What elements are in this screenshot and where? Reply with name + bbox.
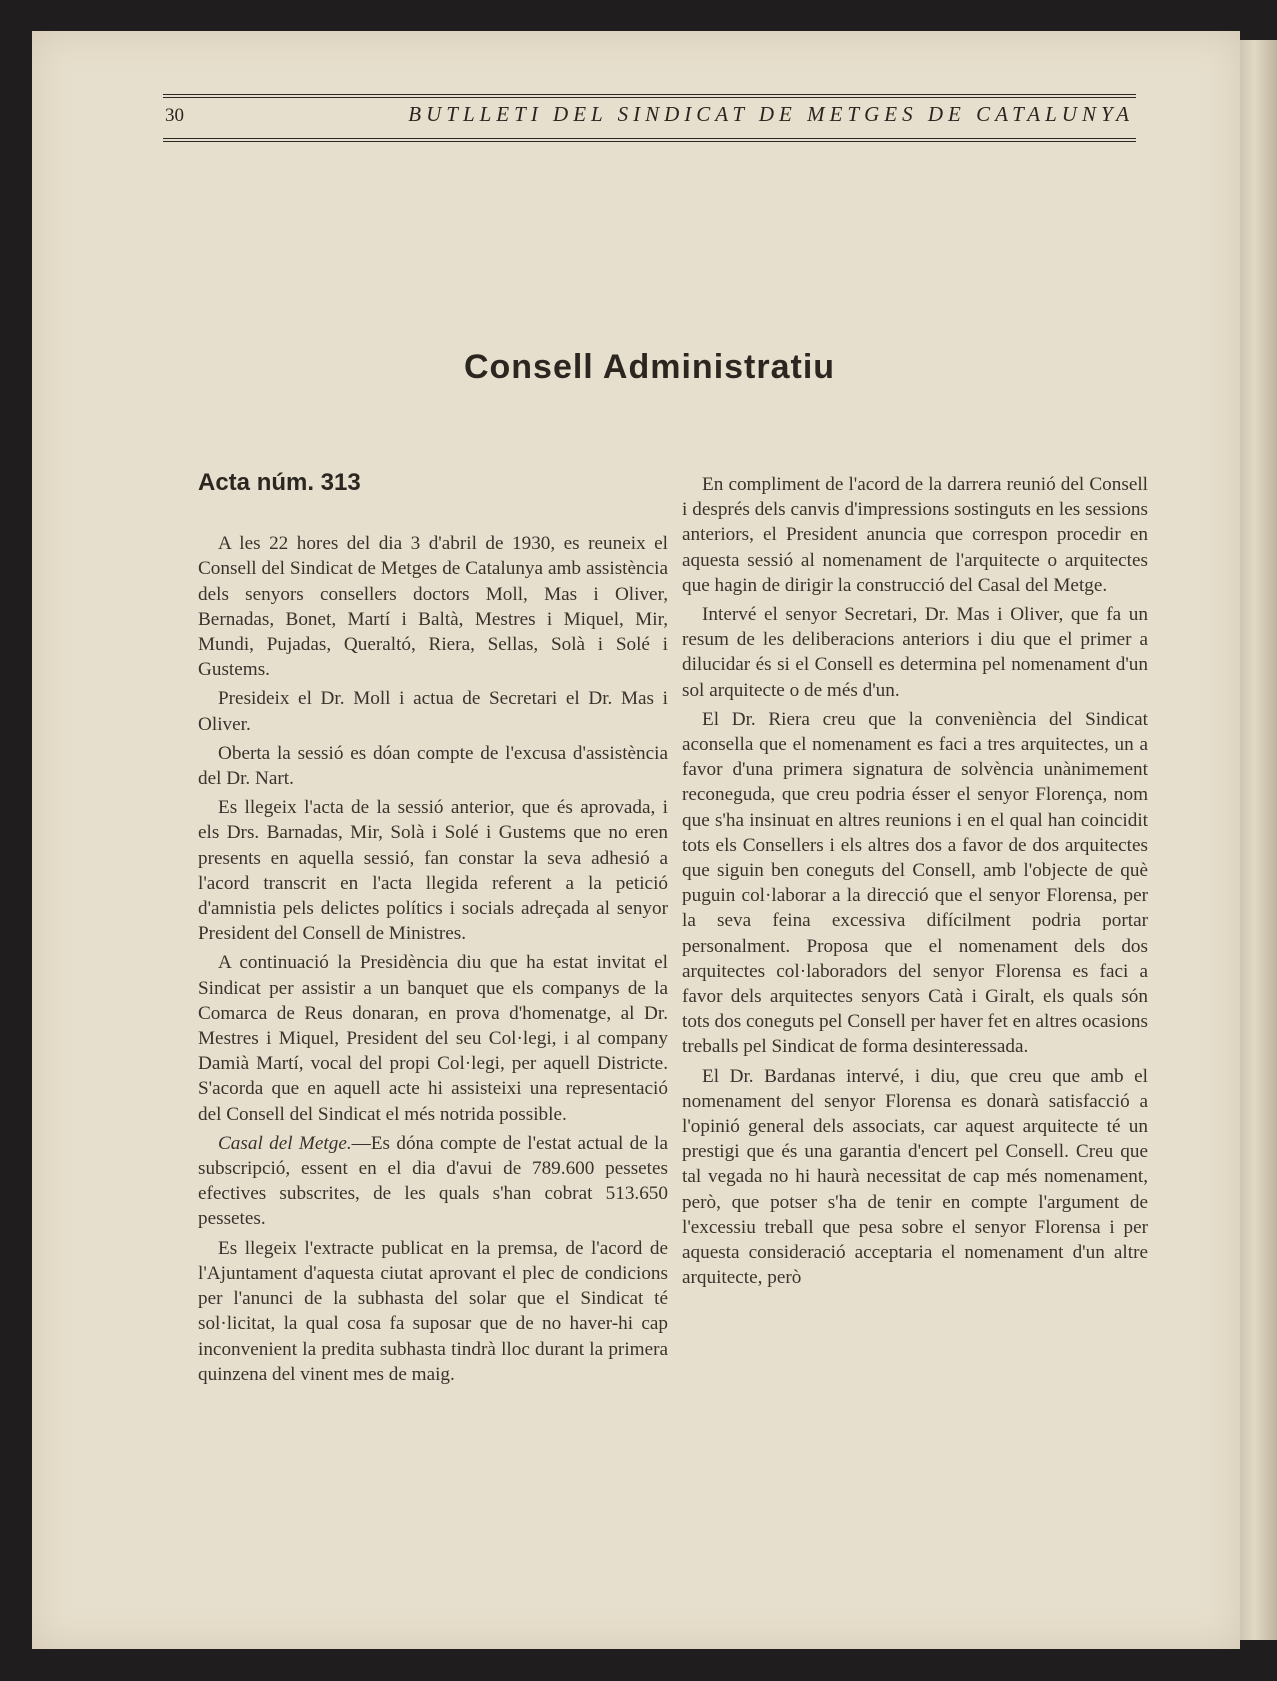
casal-label: Casal del Metge.: [218, 1132, 352, 1154]
right-column: [682, 472, 1148, 1295]
article-title: Consell Administratiu: [463, 348, 836, 386]
paragraph: El Dr. Bardanas intervé, i diu, que creu que amb el nomenament del senyor Florensa es donarà satisfacció a l'opinió general dels associats, car aquest arquitecte té un prestigi que és una garantia d'encert pel Consell. Creu que tal vegada no hi haurà necessitat de cap més nomenament, però, que potser s'ha de tenir en compte l'argument de l'excessiu treball que pesa sobre el senyor Florensa i per aquesta consideració acceptaria el nomenament d'un altre arquitecte, però: [682, 1065, 1148, 1289]
paragraph: El Dr. Riera creu que la conveniència del Sindicat aconsella que el nomenament es faci a tres arquitectes, un a favor d'una primera signatura de solvència unànimement reconeguda, que creu podria ésser el senyor Florença, nom que s'ha insinuat en altres reunions i en el qual han coincidit tots els Consellers i els altres dos a favor de dos arquitectes que siguin ben coneguts del Consell, amb l'objecte de què puguin col·laborar a la direcció que el senyor Florensa, per la seva feina excessiva difícilment podria portar personalment. Proposa que el nomenament dels dos arquitectes col·laboradors del senyor Florensa es faci a favor dels arquitectes senyors Catà i Giralt, els quals són tots dos coneguts pel Consell per haver fet en altres ocasions treballs pel Sindicat de forma desinteressada.: [682, 708, 1148, 1058]
left-column: [198, 469, 668, 1391]
paragraph: En compliment de l'acord de la darrera reunió del Consell i després dels canvis d'impressions sostinguts en les sessions anteriors, el President anuncia que correspon procedir en aquesta sessió al nomenament de l'arquitecte o arquitectes que hagin de dirigir la construcció del Casal del Metge.: [682, 474, 1148, 596]
page-number: 30: [165, 105, 184, 126]
paragraph: Es llegeix l'acta de la sessió anterior, que és aprovada, i els Drs. Barnadas, Mir, Solà i Solé i Gustems que no eren presents en aquella sessió, fan constar la seva adhesió a l'acord transcrit en l'acta llegida referent a la petició d'amnistia pels delictes polítics i socials adreçada al senyor President del Consell de Ministres.: [198, 797, 668, 945]
paragraph: A continuació la Presidència diu que ha estat invitat el Sindicat per assistir a un banquet que els companys de la Comarca de Reus donaran, en prova d'homenatge, al Dr. Mestres i Miquel, President del seu Col·legi, i al company Damià Martí, vocal del propi Col·legi, per aquell Districte. S'acorda que en aquell acte hi assisteixi una representació del Consell del Sindicat el més notrida possible.: [198, 952, 668, 1125]
paragraph: Es llegeix l'extracte publicat en la premsa, de l'acord de l'Ajuntament d'aquesta ciutat aprovant el plec de condicions per l'anunci de la subhasta del solar que el Sindicat té sol·licitat, la qual cosa fa suposar que de no haver-hi cap inconvenient la predita subhasta tindrà lloc durant la primera quinzena del vinent mes de maig.: [198, 1237, 668, 1385]
header-line: [163, 102, 1136, 132]
paragraph: Presideix el Dr. Moll i actua de Secretari el Dr. Mas i Oliver.: [198, 688, 668, 735]
paragraph: Oberta la sessió es dóan compte de l'excusa d'assistència del Dr. Nart.: [198, 742, 668, 790]
minutes-heading: Acta núm. 313: [198, 469, 361, 496]
header-rule: [163, 97, 1136, 98]
casal-text: —Es dóna compte de l'estat actual de la subscripció, essent en el dia d'avui de 789.600 pessetes efectives subscrites, de les quals s'han cobrat 513.650 pessetes.: [198, 1132, 668, 1230]
paragraph: Intervé el senyor Secretari, Dr. Mas i Oliver, que fa un resum de les deliberacions anteriors i diu que el primer a dilucidar és si el Consell es determina pel nomenament d'un sol arquitecte o de més d'un.: [682, 604, 1148, 701]
running-title: BUTLLETI DEL SINDICAT DE METGES DE CATALUNYA: [408, 102, 1134, 126]
running-header: [163, 94, 1136, 142]
paragraph: [198, 1131, 668, 1232]
paragraph: A les 22 hores del dia 3 d'abril de 1930, es reuneix el Consell del Sindicat de Metges de Catalunya amb assistència dels senyors consellers doctors Moll, Mas i Oliver, Bernadas, Bonet, Martí i Baltà, Mestres i Miquel, Mir, Mundi, Pujadas, Queraltó, Riera, Sellas, Solà i Solé i Gustems.: [198, 533, 668, 681]
header-rule: [163, 141, 1136, 142]
header-rule: [163, 138, 1136, 139]
header-rule: [163, 94, 1136, 95]
page-edge: [1240, 40, 1277, 1640]
